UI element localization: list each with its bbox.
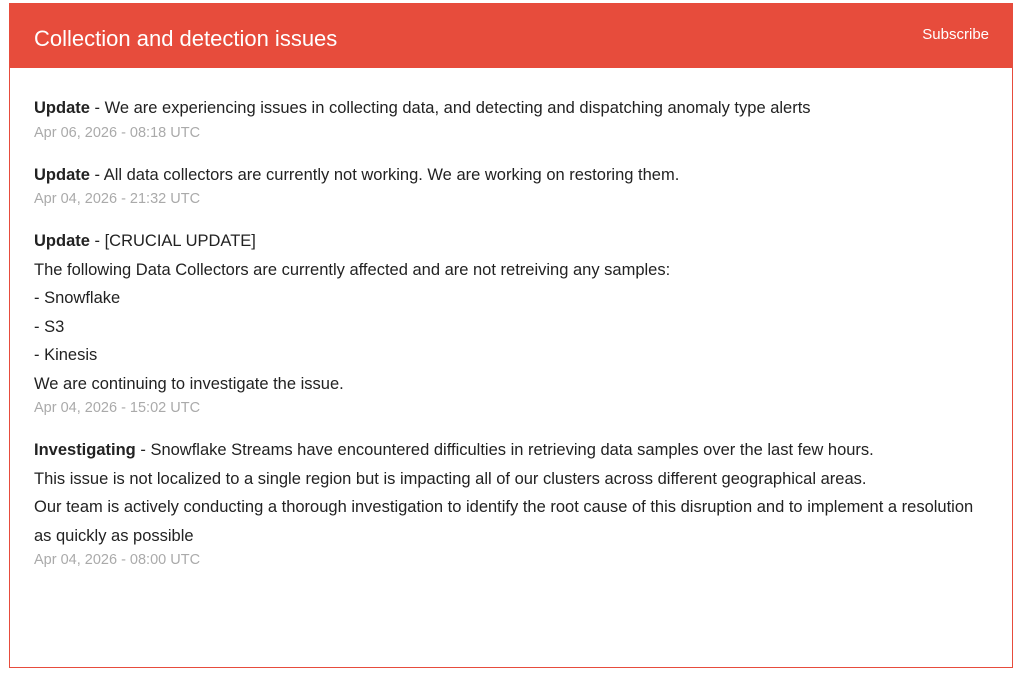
update-text: Snowflake Streams have encountered difficulties in retrieving data samples over the last few hours. (150, 441, 874, 459)
update-status: Update (34, 165, 90, 184)
update-text: - Kinesis (34, 346, 98, 364)
update-item (34, 94, 988, 143)
incident-panel (9, 3, 1013, 668)
update-status: Update (34, 232, 90, 250)
incident-header (10, 3, 1012, 68)
update-text: - S3 (34, 317, 65, 336)
update-timestamp: Apr 04, 2026 - 08:00 UTC (34, 552, 201, 568)
update-body (34, 161, 988, 190)
incident-title: Collection and detection issues (34, 25, 338, 51)
update-line: Update - We are experiencing issues in collecting data, and detecting and dispatching anomaly type alerts (34, 99, 811, 117)
update-list (10, 68, 1012, 570)
update-item (34, 161, 988, 210)
update-text: The following Data Collectors are currently affected and are not retreiving any samples: (34, 260, 671, 279)
update-status: Update (34, 99, 90, 117)
update-body (34, 227, 988, 398)
update-timestamp: Apr 06, 2026 - 08:18 UTC (34, 124, 201, 141)
update-item (34, 436, 988, 570)
update-timestamp: Apr 04, 2026 - 21:32 UTC (34, 191, 201, 207)
update-text: - Snowflake (34, 289, 121, 307)
update-item (34, 227, 988, 418)
update-line: Update - All data collectors are currently not working. We are working on restoring them. (34, 165, 680, 184)
update-text: This issue is not localized to a single region but is impacting all of our clusters across different geographical areas. (34, 469, 867, 488)
update-text: We are experiencing issues in collecting data, and detecting and dispatching anomaly type alerts (104, 99, 811, 117)
update-body (34, 436, 988, 550)
update-text: [CRUCIAL UPDATE] (104, 232, 256, 250)
update-text: We are continuing to investigate the issue. (34, 374, 344, 393)
update-text: Our team is actively conducting a thorough investigation to identify the root cause of this disruption and to implement a resolution as quickly as possible (34, 498, 974, 545)
subscribe-link[interactable]: Subscribe (922, 26, 989, 43)
update-status: Investigating (34, 441, 136, 459)
update-timestamp: Apr 04, 2026 - 15:02 UTC (34, 400, 201, 416)
update-text: All data collectors are currently not working. We are working on restoring them. (103, 165, 680, 184)
update-line: Update - [CRUCIAL UPDATE] (34, 232, 256, 250)
update-body (34, 94, 988, 123)
update-line: Investigating - Snowflake Streams have encountered difficulties in retrieving data samples over the last few hours. (34, 441, 874, 459)
